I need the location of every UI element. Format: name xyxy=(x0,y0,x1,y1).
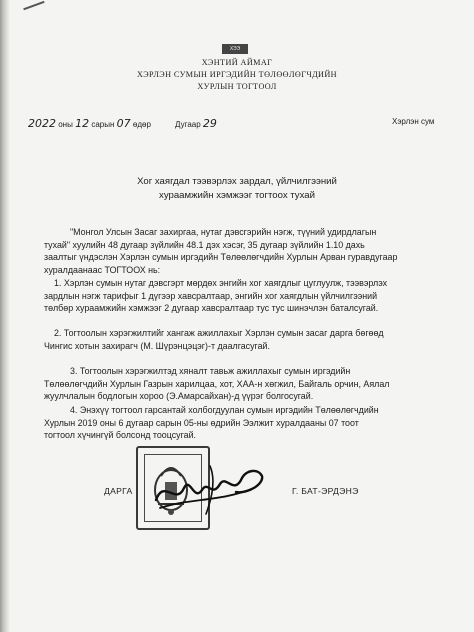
signatory-role: ДАРГА xyxy=(104,486,133,496)
intro-paragraph xyxy=(44,226,436,276)
signatory-name: Г. БАТ-ЭРДЭНЭ xyxy=(292,486,359,496)
paragraph-line: төлбөр хураамжийн хэмжээг 2 дугаар хавсралтаар тус тус шинэчлэн баталсугай. xyxy=(44,303,379,314)
state-emblem: ХЭЭ xyxy=(222,44,248,54)
date-day: 07 xyxy=(116,117,131,130)
paragraph-line: зардлын нэгж тарифыг 1 дүгээр хавсралтаар, энгийн хог хаягдлын үйлчилгээний xyxy=(44,290,378,301)
intro-line: тухай" хуулийн 48 дугаар зүйлийн 48.1 дэх хэсэг, 35 дугаар зүйлийн 1.10 дахь xyxy=(44,239,365,250)
scan-edge-shadow xyxy=(0,0,10,632)
document-title-line1: Хог хаягдал тээвэрлэх зардал, үйлчилгээний xyxy=(137,176,337,187)
paragraph-line: 3. Тогтоолын хэрэгжилтэд хяналт тавьж ажиллахыг сумын иргэдийн xyxy=(70,366,351,376)
paragraph-line: Төлөөлөгчдийн Хурлын Газрын харилцаа, хот, ХАА-н хөгжил, Байгаль орчин, Аялал xyxy=(44,378,390,389)
resolution-number: 29 xyxy=(202,117,217,130)
pen-mark xyxy=(23,1,51,27)
handwritten-signature xyxy=(150,458,268,520)
date-year-suffix: оны xyxy=(58,120,73,129)
paragraph-line: 1. Хэрлэн сумын нутаг дэвсгэрт мөрдөх энгийн хог хаягдлыг цуглуулж, тээвэрлэх xyxy=(54,278,388,288)
number-label: Дугаар xyxy=(175,120,201,129)
intro-line: "Монгол Улсын Засаг захиргаа, нутаг дэвсгэрийн нэгж, түүний удирдлагын xyxy=(70,227,377,237)
paragraph-line: Хурлын 2019 оны 6 дугаар сарын 05-ны өдрийн Ээлжит хуралдааны 07 тоот xyxy=(44,417,359,428)
paragraph-line: тогтоол хүчингүй болсонд тооцсугай. xyxy=(44,430,196,441)
paragraph-line: Чингис хотын захирагч (М. Шүрэнцэцэг)-т даалгасугай. xyxy=(44,340,270,351)
document-title-line2: хураамжийн хэмжээг тогтоох тухай xyxy=(159,190,315,201)
date-year: 2022 xyxy=(28,117,56,130)
paragraph-3 xyxy=(44,365,436,403)
paragraph-4 xyxy=(44,404,436,442)
date-month-suffix: сарын xyxy=(91,120,115,129)
number-line xyxy=(175,117,217,130)
header-province: ХЭНТИЙ АЙМАГ xyxy=(201,58,273,67)
paragraph-1 xyxy=(44,277,436,315)
header-council: ХЭРЛЭН СУМЫН ИРГЭДИЙН ТӨЛӨӨЛӨГЧДИЙН xyxy=(136,70,337,79)
paragraph-line: 2. Тогтоолын хэрэгжилтийг хангаж ажиллахыг Хэрлэн сумын засаг дарга бөгөөд xyxy=(54,328,384,338)
paragraph-line: жуулчлалын бодлогын хороо (Э.Амарсайхан)-д үүрэг болгосугай. xyxy=(44,391,314,402)
paragraph-2 xyxy=(44,327,436,352)
place-label: Хэрлэн сум xyxy=(392,117,435,126)
intro-line: заалтыг үндэслэн Хэрлэн сумын иргэдийн Төлөөлөгчдийн Хурлын Арван гуравдугаар xyxy=(44,252,398,263)
header-resolution: ХУРЛЫН ТОГТООЛ xyxy=(197,82,277,91)
date-month: 12 xyxy=(75,117,90,130)
date-line xyxy=(28,117,151,130)
intro-line: хуралдаанаас ТОГТООХ нь: xyxy=(44,264,161,275)
paragraph-line: 4. Энэхүү тогтоол гарсантай холбогдуулан сумын иргэдийн Төлөөлөгчдийн xyxy=(70,405,379,415)
date-day-suffix: өдөр xyxy=(132,120,151,129)
